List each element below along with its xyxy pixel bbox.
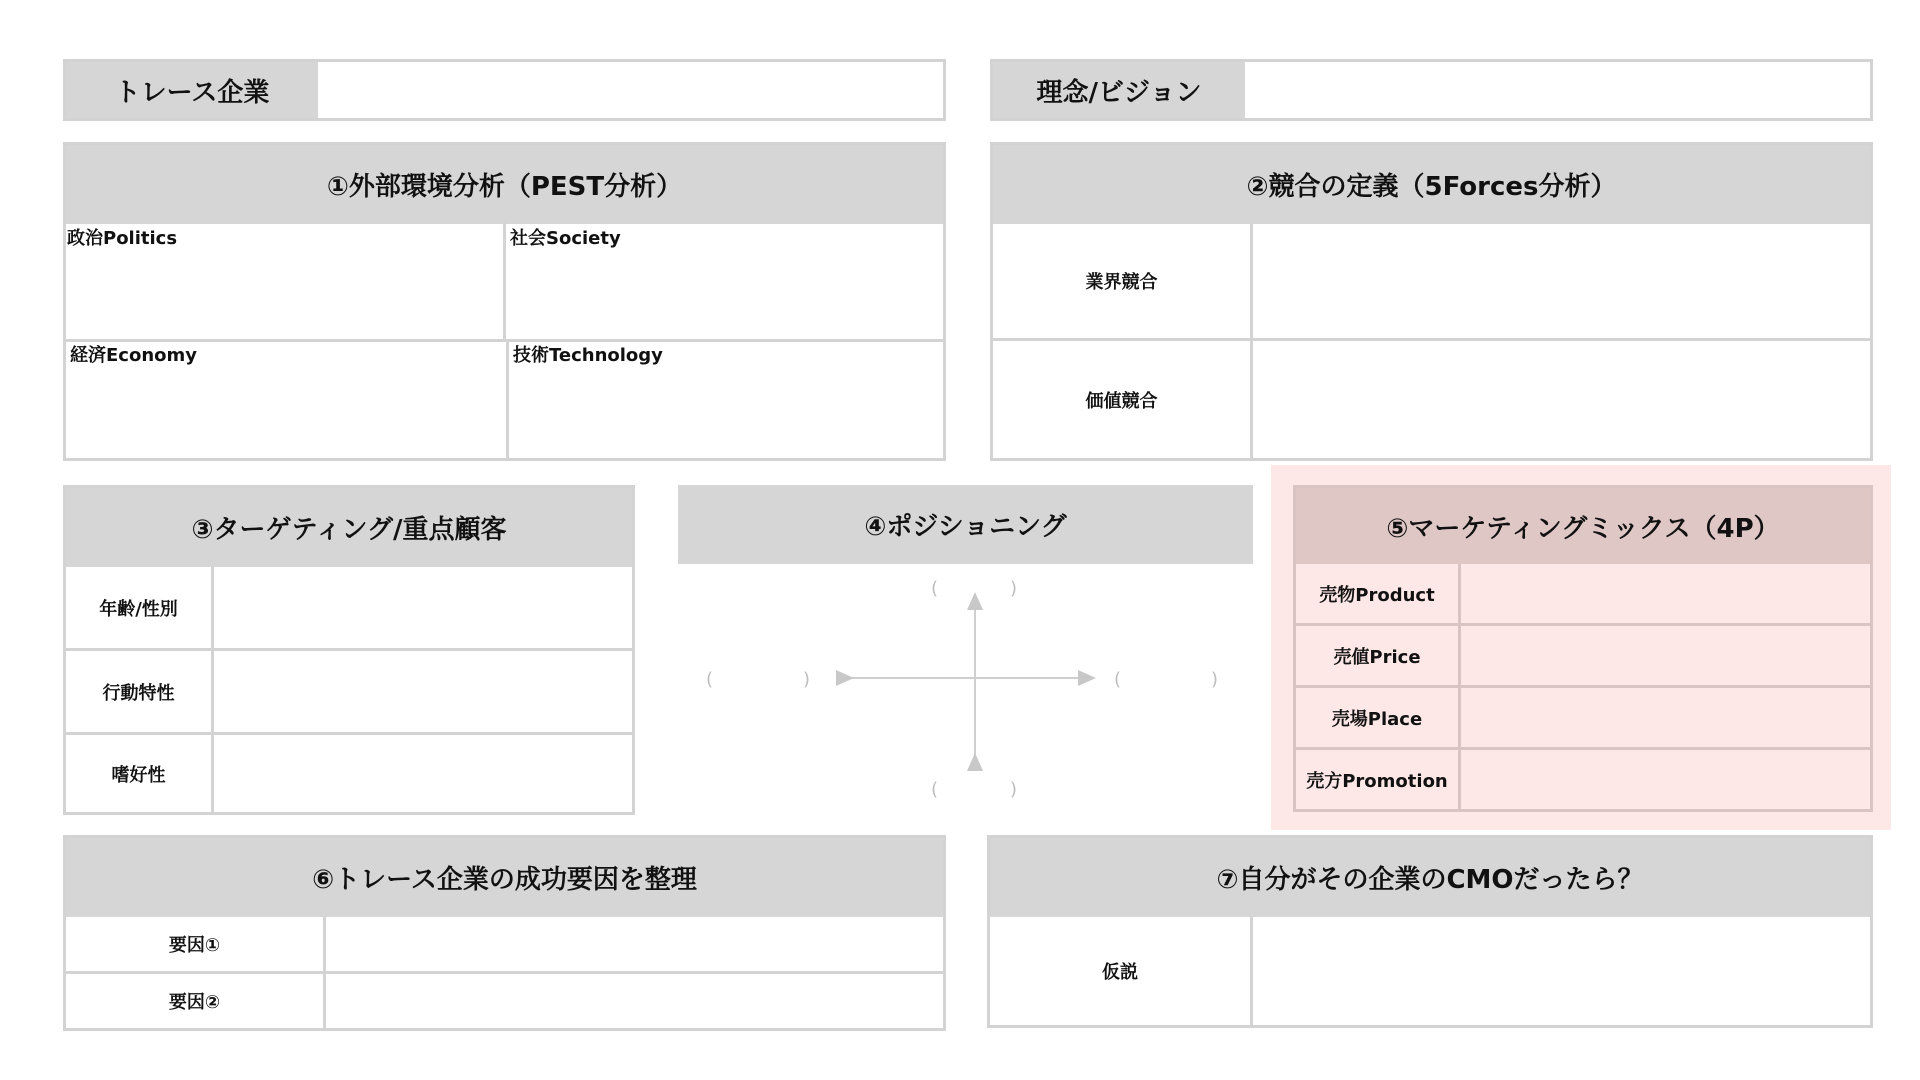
forces-row-industry-label: 業界競合 <box>993 224 1253 341</box>
targeting-row-behavior-label: 行動特性 <box>66 651 214 735</box>
success-factor-1-field[interactable] <box>326 917 943 974</box>
mm-row-price-label: 売値Price <box>1296 626 1461 688</box>
pest-economy-label: 経済Economy <box>70 345 198 366</box>
positioning-axis-right[interactable]: ( ) <box>1113 669 1219 690</box>
success-factor-2-label: 要因② <box>66 974 326 1028</box>
positioning-axis-bottom[interactable]: ( ) <box>930 779 1018 800</box>
pest-technology-cell[interactable] <box>506 339 943 458</box>
trace-company-box <box>63 59 946 121</box>
targeting-section <box>63 485 635 815</box>
cmo-section <box>987 835 1873 1028</box>
targeting-title: ③ターゲティング/重点顧客 <box>66 488 632 567</box>
success-factor-2-field[interactable] <box>326 974 943 1028</box>
pest-section <box>63 142 946 461</box>
forces-section <box>990 142 1873 461</box>
cmo-title: ⑦自分がその企業のCMOだったら？ <box>990 838 1870 917</box>
pest-society-cell[interactable] <box>503 222 943 342</box>
marketing-mix-title: ⑤マーケティングミックス（4P） <box>1296 488 1870 564</box>
targeting-row-preference-field[interactable] <box>214 735 632 812</box>
pest-politics-label: 政治Politics <box>67 228 178 249</box>
cmo-hypothesis-label: 仮説 <box>990 917 1253 1025</box>
pest-politics-cell[interactable] <box>63 222 506 342</box>
cmo-hypothesis-field[interactable] <box>1253 917 1870 1025</box>
vision-label: 理念/ビジョン <box>993 62 1245 118</box>
vision-box <box>990 59 1873 121</box>
trace-company-field[interactable] <box>318 62 943 118</box>
forces-row-value-field[interactable] <box>1253 341 1870 458</box>
mm-row-price-field[interactable] <box>1461 626 1870 688</box>
vision-field[interactable] <box>1245 62 1870 118</box>
success-factors-section <box>63 835 946 1031</box>
mm-row-product-label: 売物Product <box>1296 564 1461 626</box>
pest-society-label: 社会Society <box>510 228 621 249</box>
marketing-mix-section <box>1293 485 1873 812</box>
success-factors-title: ⑥トレース企業の成功要因を整理 <box>66 838 943 917</box>
positioning-axis-top[interactable]: ( ) <box>930 578 1018 599</box>
targeting-row-preference-label: 嗜好性 <box>66 735 214 812</box>
targeting-row-behavior-field[interactable] <box>214 651 632 735</box>
targeting-row-age-label: 年齢/性別 <box>66 567 214 651</box>
forces-title: ②競合の定義（5Forces分析） <box>993 145 1870 224</box>
mm-row-promotion-label: 売方Promotion <box>1296 750 1461 809</box>
mm-row-promotion-field[interactable] <box>1461 750 1870 809</box>
pest-title: ①外部環境分析（PEST分析） <box>66 145 943 224</box>
positioning-title: ④ポジショニング <box>678 485 1253 564</box>
trace-company-label: トレース企業 <box>66 62 318 118</box>
positioning-axis-left[interactable]: ( ) <box>705 669 811 690</box>
mm-row-place-label: 売場Place <box>1296 688 1461 750</box>
pest-technology-label: 技術Technology <box>513 345 663 366</box>
forces-row-value-label: 価値競合 <box>993 341 1253 458</box>
mm-row-place-field[interactable] <box>1461 688 1870 750</box>
success-factor-1-label: 要因① <box>66 917 326 974</box>
pest-economy-cell[interactable] <box>66 339 506 458</box>
forces-row-industry-field[interactable] <box>1253 224 1870 341</box>
mm-row-product-field[interactable] <box>1461 564 1870 626</box>
targeting-row-age-field[interactable] <box>214 567 632 651</box>
